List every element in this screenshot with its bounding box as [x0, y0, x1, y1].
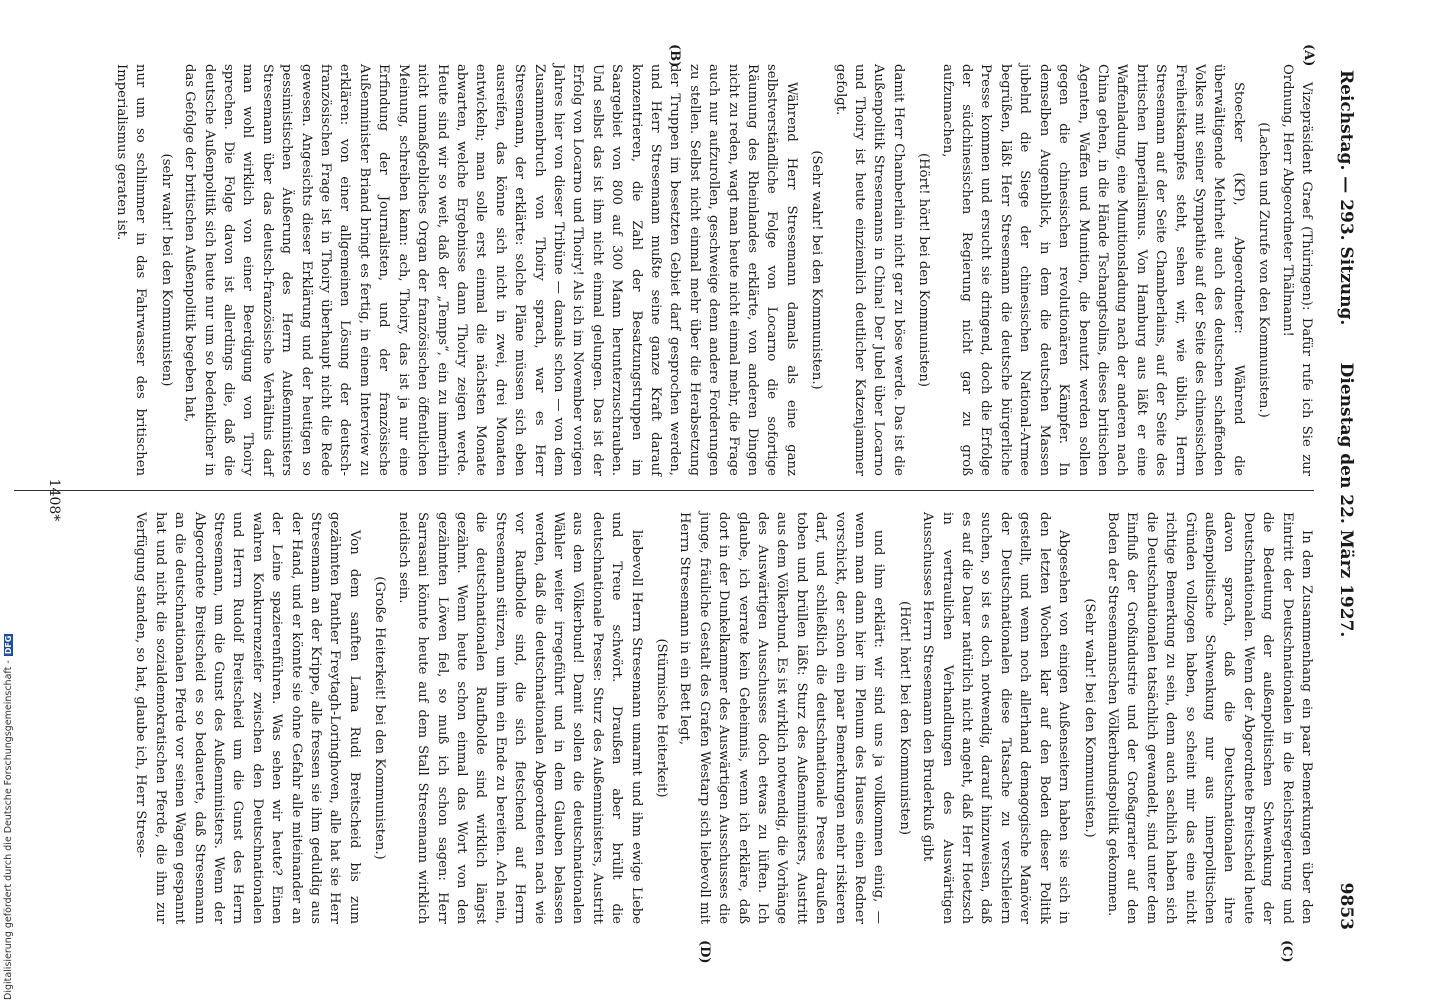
digitization-notice: [1, 0, 15, 1000]
paragraph: Während Herr Stresemann damals als eine ganz selbstverständliche Folge von Locarno die sofortige Räumung des Rheinlandes erklärte, von anderen Dingen nicht zu reden, wagt man heute nicht einmal mehr, die Frage auch nur aufzurollen, geschweige denn andere Forderungen zu stellen. Selbst nicht einmal mehr über die Herabsetzung der Truppen im besetzten Gebiet darf gesprochen werden, und Herr Stresemann mußte seine ganze Kraft darauf konzentrieren, die Zahl der Besatzungstruppen im Saargebiet von 800 auf 300 Mann herunterzuschrauben. Und selbst das ist ihm nicht einmal gelungen. Das ist der Erfolg von Locarno und Thoiry! Als ich im November vorigen Jahres hier von dieser Tribüne — damals schon — von dem Zusammenbruch von Thoiry sprach, war es Herr Stresemann, der erklärte: solche Pläne müssen sich eben ausreifen, das könne sich nicht in zwei, drei Monaten entwickeln; man solle erst einmal die nächsten Monate abwarten, welche Ergebnisse dann Thoiry zeigen werde. Heute sind wir so weit, daß der „Temps“, ein zu immerhin nicht unmaßgebliches Organ der französischen öffentlichen Meinung, schreiben kann: ach, Thoiry, das ist ja nur eine Erfindung der Journalisten, und der französische Außenminister Briand bringt es fertig, in einem Interview zu erklären: von einer allgemeinen Lösung der deutsch-französischen Frage ist in Thoiry überhaupt nicht die Rede gewesen. Angesichts dieser Erklärung und der heutigen so pessimistischen Äußerung des Herrn Außenministers Stresemann über das deutsch-französische Verhältnis darf man wohl wirklich von einer Beerdigung von Thoiry sprechen. Die Folge davon ist allerdings die, daß die deutsche Außenpolitik sich heute nur um so bedenklicher in das Gefolge der britischen Außenpolitik begeben hat,: [182, 64, 799, 476]
header-reichstag-session: Reichstag. — 293. Sitzung.: [1336, 70, 1356, 326]
margin-marker-c: (C): [1279, 940, 1294, 963]
paragraph: Abgesehen von einigen Außenseitern haben sie sich in den letzten Wochen klar auf den Boden dieser Politik gestellt, und wenn noch allerhand demagogische Manöver der Deutschnationalen diese Tatsache zu verschleiern suchen, so ist es doch notwendig, darauf hinzuweisen, daß es auf die Dauer natürlich nicht angeht, daß Herr Hoetzsch in vertraulichen Verhandlungen des Auswärtigen Ausschusses Herrn Stresemann den Bruderkuß gibt: [920, 512, 1072, 924]
header-page-number: 9853: [1336, 882, 1356, 930]
paragraph: Vizepräsident Graef (Thüringen): Dafür rufe ich Sie zur Ordnung, Herr Abgeordneter Thälmann!: [1279, 64, 1314, 476]
interjection: (Hört! hört! bei den Kommunisten): [916, 153, 932, 387]
paragraph: Von dem sanften Lama Rudi Breitscheid bis zum gezähmten Panther Freytagh-Loringhoven, alle hat sie Herr Stresemann an der Krippe, alle fressen sie ihm geduldig aus der Hand, und er könnte sie ohne Gefahr alle miteinander an der Leine spazierenführen. Was sehen wir heute? Einen wahren Konkurrenzeifer zwischen den Deutschnationalen und Herrn Rudolf Breitscheid um die Gunst des Herrn Stresemann, um die Gunst des Außenministers. Wenn der Abgeordnete Breitscheid es so bedauerte, daß Stresemann an die deutschnationalen Pferde vor seinen Wagen gespannt hat und nicht die sozialdemokratischen Pferde, die ihm zur Verfügung standen, so hat, glaube ich, Herr Strese-: [133, 512, 362, 924]
dfg-logo: DFG: [3, 635, 13, 655]
interjection: (Sehr wahr! bei den Kommunisten.): [1081, 598, 1097, 838]
footer-page-number: 1408*: [46, 478, 62, 522]
margin-marker-b: (B): [667, 44, 682, 68]
paragraph: nur um so schlimmer in das Fahrwasser des britischen Imperialismus geraten ist.: [114, 64, 149, 476]
interjection: (Hört! hört! bei den Kommunisten): [896, 601, 912, 835]
header-date: Dienstag den 22. März 1927.: [1336, 362, 1356, 638]
interjection: (Lachen und Zurufe von den Kommunisten.): [1256, 122, 1272, 418]
margin-marker-d: (D): [697, 940, 712, 964]
paragraph: In dem Zusammenhang ein paar Bemerkungen über den Eintritt der Deutschnationalen in die Reichsregierung und die Bedeutung der außenpolitischen Schwenkung der Deutschnationalen. Wenn der Abgeordnete Breitscheid heute davon sprach, daß die Deutschnationalen ihre außenpolitische Schwenkung nur aus innerpolitischen Gründen vollzogen haben, so scheint mir das eine nicht richtige Bemerkung zu sein, denn auch sachlich haben sich die Deutschnationalen tatsächlich gewandelt, sind unter dem Einfluß der Großindustrie und der Großagrarier auf den Boden der Stresemannschen Völkerbundspolitik gekommen.: [1104, 512, 1314, 924]
page-header: [1326, 70, 1356, 930]
right-column: [129, 512, 1316, 924]
interjection: (Sehr wahr! bei den Kommunisten.): [809, 150, 825, 390]
interjection: (Stürmische Heiterkeit): [654, 638, 669, 798]
column-divider: [14, 490, 1314, 491]
interjection: (Große Heiterkeit! bei den Kommunisten.): [372, 576, 388, 860]
paragraph: damit Herr Chamberlain nicht gar zu böse werde. Das ist die Außenpolitik Stresemanns in China! Der Jubel über Locarno und Thoiry ist heute einziemlich deutlicher Katzenjammer gefolgt.: [832, 64, 906, 476]
paragraph: und ihm erklärt: wir sind uns ja vollkommen einig, — wenn man dann hier im Plenum des Hauses einen Redner vorschickt, der schon ein paar Bemerkungen mehr riskieren darf, und schließlich die deutschnationale Presse draußen toben und brüllen läßt: Sturz des Außenministers, Austritt aus dem Völkerbund. Es ist wirklich notwendig, die Vorhänge des Auswärtigen Ausschusses doch etwas zu lüften. Ich glaube, ich verrate kein Geheimnis, wenn ich erkläre, daß dort in der Dunkelkammer des Auswärtigen Ausschusses die junge, fräuliche Gestalt des Grafen Westarp sich liebevoll mit Herrn Stresemann in ein Bett legt,: [677, 512, 887, 924]
margin-marker-a: (A): [1301, 44, 1316, 67]
left-column: [110, 64, 1316, 476]
interjection: (sehr wahr! bei den Kommunisten): [158, 153, 174, 387]
digitization-text: Digitalisierung gefördert durch die Deutsche Forschungsgemeinschaft -: [2, 660, 14, 1000]
paragraph: Stoecker (KP), Abgeordneter: Während die überwältigende Mehrheit auch des deutschen schaffenden Volkes mit seiner Sympathie auf der Seite des chinesischen Freiheitskampfes steht, sehen wir, wie üblich, Herrn Stresemann auf der Seite Chamberlains, auf der Seite des britischen Imperialismus. Von Hamburg aus läßt er eine Waffenladung, eine Munitionsladung nach der anderen nach China gehen, in die Hände Tschangtsolins, dieses britischen Agenten, Waffen und Munition, die benutzt werden sollen gegen die chinesischen revolutionären Kämpfer. In demselben Augenblick, in dem die deutschen Massen jubelnd die Siege der chinesischen National-Armee begrüßen, läßt Herr Stresemann die deutsche bürgerliche Presse kommen und ersucht sie dringend, doch die Erfolge der südchinesischen Regierung nicht gar zu groß aufzumachen,: [939, 64, 1246, 476]
paragraph: liebevoll Herrn Stresemann umarmt und ihm ewige Liebe und Treue schwört. Draußen aber brüllt die deutschnationale Presse: Sturz des Außenministers, Austritt aus dem Völkerbund! Damit sollen die deutschnationalen Wähler weiter irregeführt und in dem Glauben belassen werden, daß die deutschnationalen Abgeordneten nach wie vor Raufbolde sind, die sich fletschend auf Herrn Stresemann stürzen, um ihm ein Ende zu bereiten. Ach nein, die deutschnationalen Raufbolde sind wirklich längst gezähmt. Wenn heute schon einmal das Wort von den gezähmten Löwen fiel, so muß ich schon sagen: Herr Sarrasani könnte heute auf dem Stall Stresemann wirklich neidisch sein.: [395, 512, 644, 924]
